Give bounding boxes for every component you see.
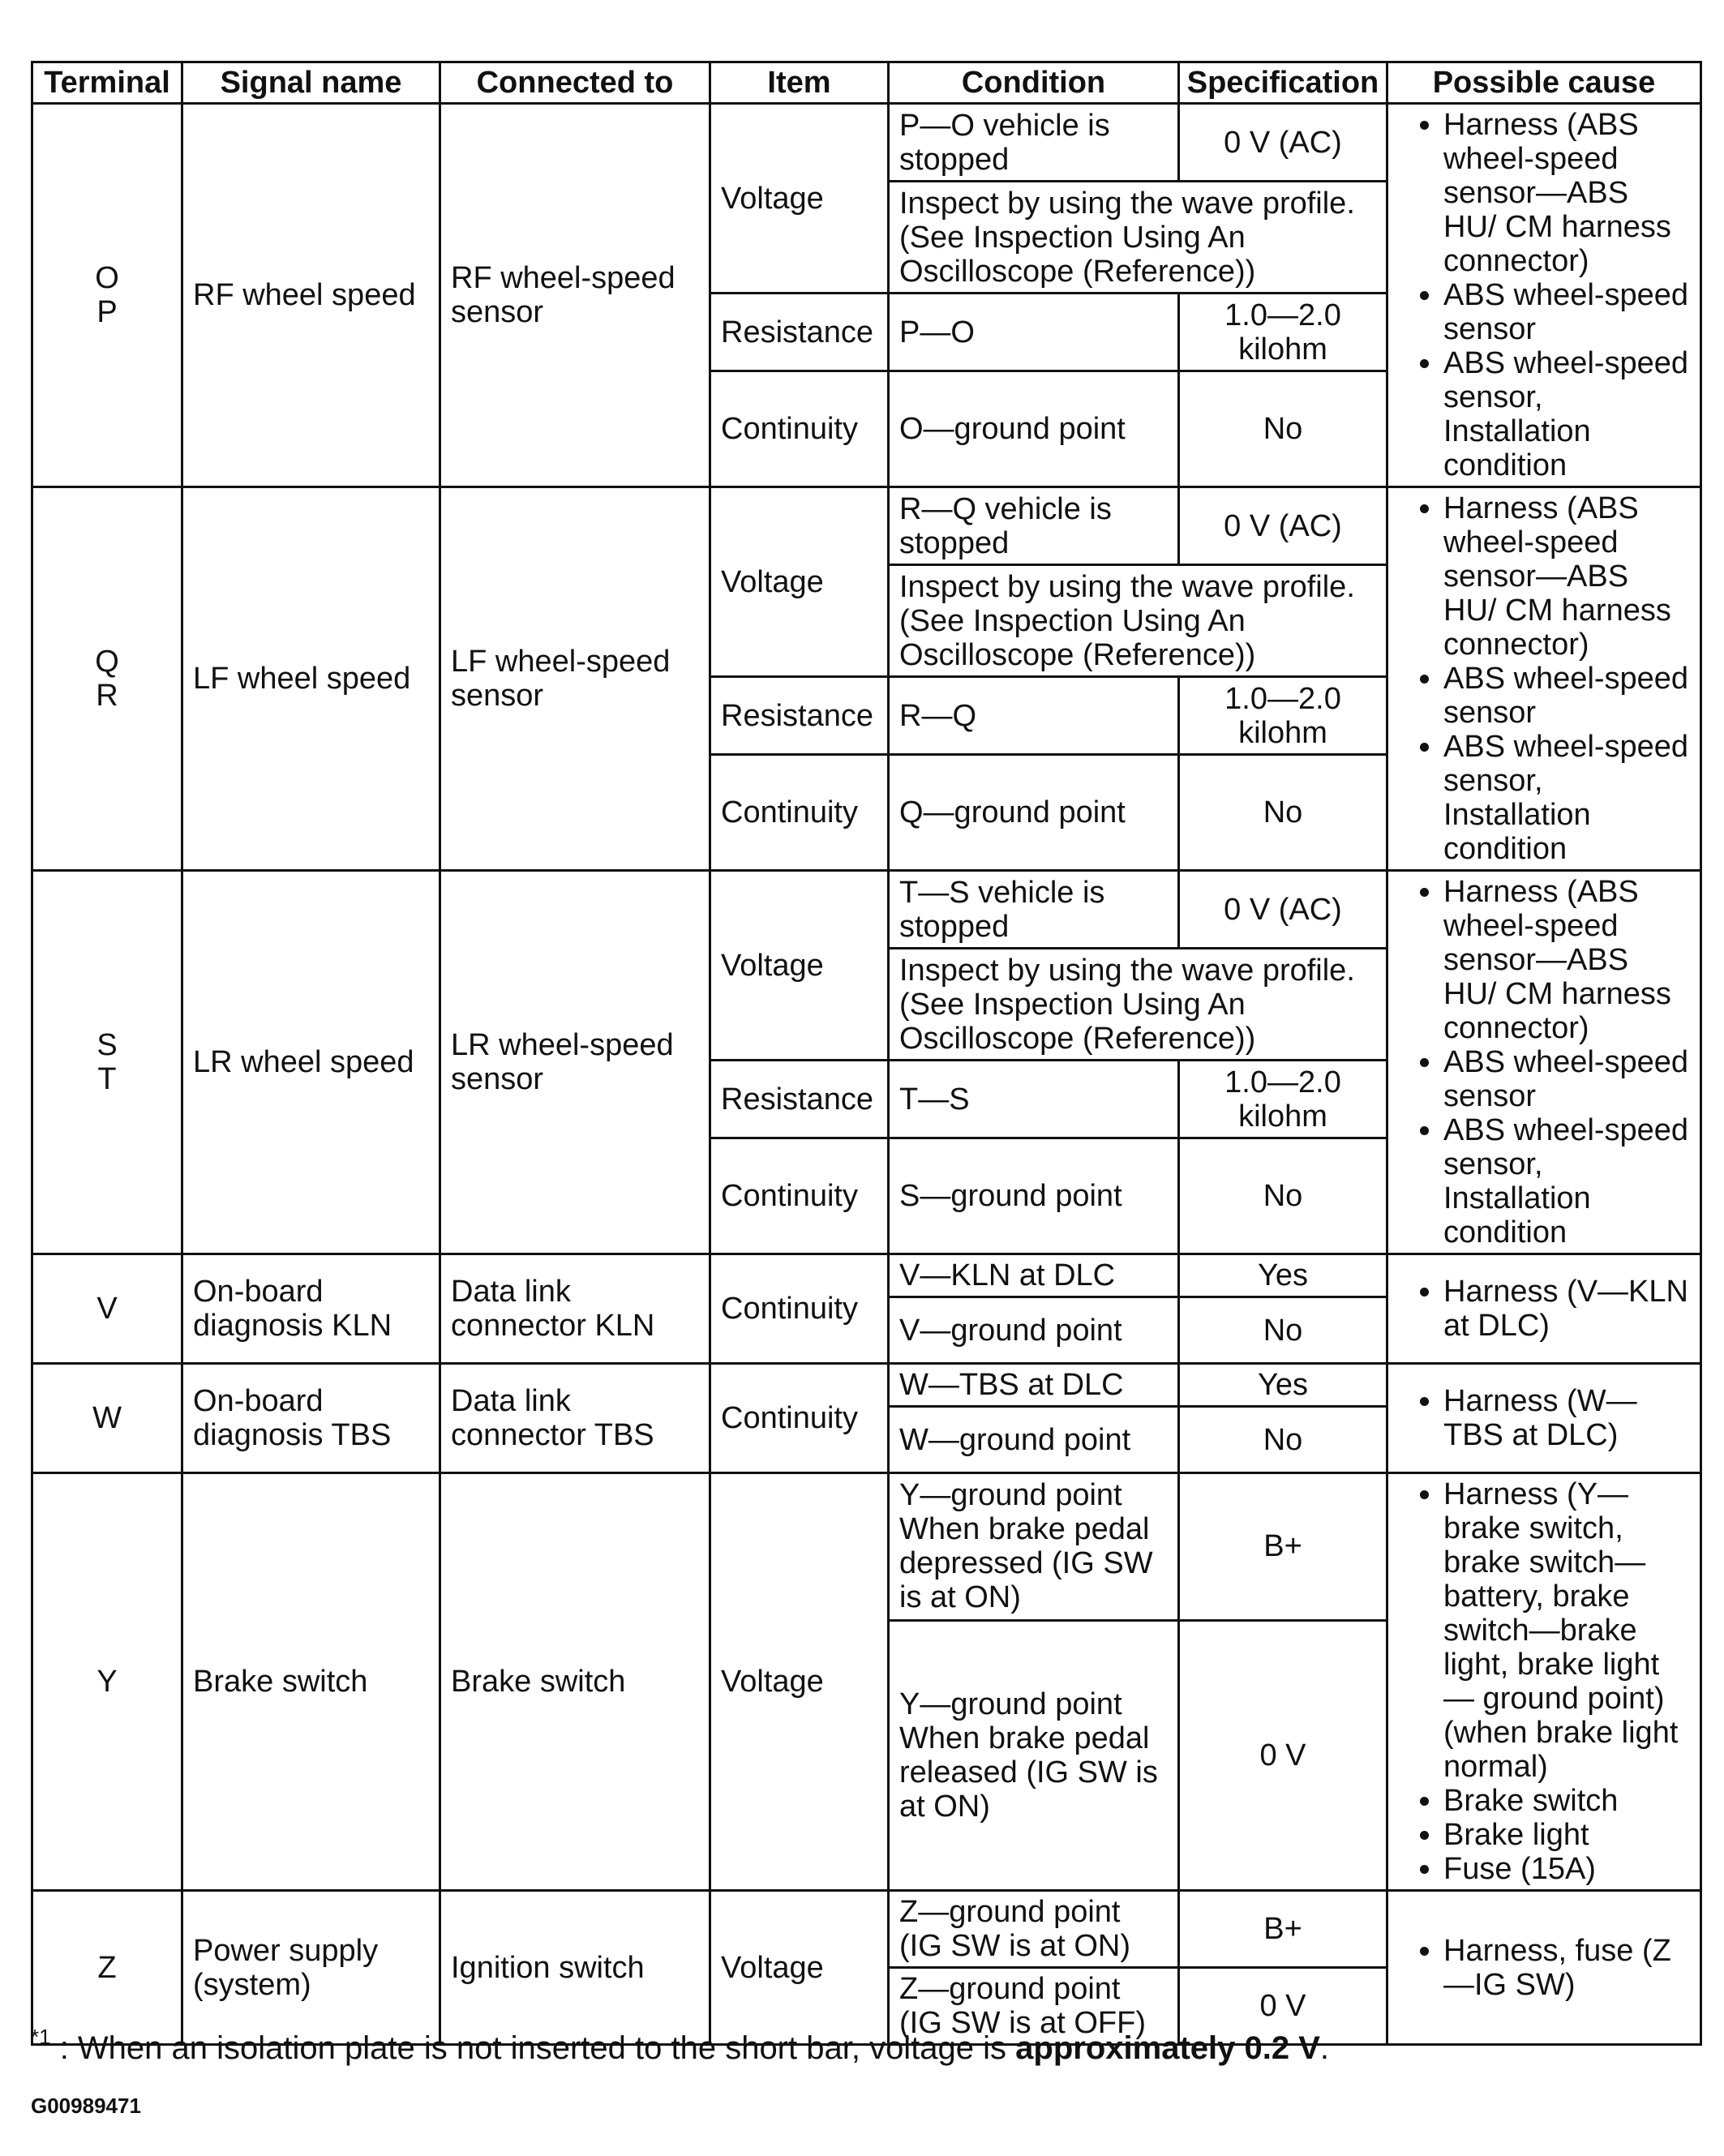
condition: Inspect by using the wave profile. (See Inspection Using An Oscilloscope (Reference)) [889,182,1387,294]
header-signal-name: Signal name [182,62,440,104]
condition: Q—ground point [889,755,1179,871]
cause-list [1398,1275,1690,1343]
specification: Yes [1179,1364,1387,1407]
connected-to: Brake switch [440,1473,710,1891]
specification: 0 V (AC) [1179,487,1387,565]
terminal-cell [32,104,182,487]
specification: 0 V (AC) [1179,871,1387,949]
list-item: • Brake light [1443,1818,1690,1852]
connected-to: Ignition switch [440,1891,710,2045]
item: Voltage [710,1891,889,2045]
table-row [32,1254,1701,1297]
terminal-label: Q [95,645,119,679]
list-item: • Harness (ABS wheel-speed sensor—ABS HU/ CM harness connector) [1443,875,1690,1045]
connected-to: LF wheel-speed sensor [440,487,710,871]
table-row [32,871,1701,949]
signal-name: LR wheel speed [182,871,440,1254]
terminal-label: O [95,261,119,295]
cause-list [1398,491,1690,866]
signal-name: LF wheel speed [182,487,440,871]
possible-cause [1387,104,1701,487]
header-condition: Condition [889,62,1179,104]
header-specification: Specification [1179,62,1387,104]
specification: 1.0—2.0 kilohm [1179,1061,1387,1138]
specification: 0 V (AC) [1179,104,1387,182]
terminal-label: S [96,1028,118,1062]
specification: 1.0—2.0 kilohm [1179,677,1387,755]
item: Voltage [710,871,889,1061]
terminal-label: T [97,1062,117,1096]
table-row [32,104,1701,182]
condition: V—KLN at DLC [889,1254,1179,1297]
condition: T—S [889,1061,1179,1138]
signal-name: On-board diagnosis KLN [182,1254,440,1364]
connected-to: LR wheel-speed sensor [440,871,710,1254]
specification: 0 V [1179,1620,1387,1890]
terminal-cell: V [32,1254,182,1364]
item: Voltage [710,487,889,677]
footnote [31,2017,1329,2068]
condition: R—Q [889,677,1179,755]
list-item: • ABS wheel-speed sensor [1443,1045,1690,1113]
condition: Z—ground point (IG SW is at OFF) [889,1968,1179,2045]
cause-list [1398,1477,1690,1886]
list-item: • Harness (Y— brake switch, brake switch— battery, brake switch—brake light, brake light— ground point) (when brake light normal) [1443,1477,1690,1784]
connected-to: Data link connector TBS [440,1364,710,1473]
table-row [32,1473,1701,1621]
item: Voltage [710,1473,889,1891]
footnote-mark: *1 [31,2025,51,2049]
cause-list [1398,1934,1690,2002]
list-item: • ABS wheel-speed sensor, Installation condition [1443,1113,1690,1249]
table-row [32,487,1701,565]
list-item: • Harness, fuse (Z—IG SW) [1443,1934,1690,2002]
table-row [32,1891,1701,1968]
connected-to: RF wheel-speed sensor [440,104,710,487]
cause-list [1398,108,1690,482]
item: Continuity [710,1254,889,1364]
condition: T—S vehicle is stopped [889,871,1179,949]
figure-code: G00989471 [31,2094,141,2118]
signal-name: On-board diagnosis TBS [182,1364,440,1473]
list-item: • ABS wheel-speed sensor [1443,278,1690,346]
condition: Y—ground point When brake pedal depressed (IG SW is at ON) [889,1473,1179,1621]
connected-to: Data link connector KLN [440,1254,710,1364]
list-item: • Harness (V—KLN at DLC) [1443,1275,1690,1343]
possible-cause [1387,1473,1701,1891]
possible-cause [1387,1254,1701,1364]
condition: Inspect by using the wave profile. (See Inspection Using An Oscilloscope (Reference)) [889,949,1387,1061]
condition: R—Q vehicle is stopped [889,487,1179,565]
item: Resistance [710,1061,889,1138]
terminal-cell: Z [32,1891,182,2045]
item: Resistance [710,294,889,371]
footnote-bold: approximately 0.2 V [1015,2030,1320,2066]
condition: W—TBS at DLC [889,1364,1179,1407]
header-possible-cause: Possible cause [1387,62,1701,104]
specification: 0 V [1179,1968,1387,2045]
specification: No [1179,1138,1387,1254]
list-item: • Brake switch [1443,1784,1690,1818]
spec-table [31,61,1702,2046]
list-item: • Fuse (15A) [1443,1852,1690,1886]
possible-cause [1387,1891,1701,2045]
table-row [32,1364,1701,1407]
signal-name: Brake switch [182,1473,440,1891]
condition: P—O [889,294,1179,371]
terminal-cell [32,487,182,871]
list-item: • Harness (ABS wheel-speed sensor—ABS HU/ CM harness connector) [1443,491,1690,662]
terminal-label: R [96,679,118,713]
condition: O—ground point [889,371,1179,487]
footnote-text: : When an isolation plate is not inserted to the short bar, voltage is [59,2030,1016,2066]
specification: 1.0—2.0 kilohm [1179,294,1387,371]
terminal-cell: Y [32,1473,182,1891]
specification: No [1179,371,1387,487]
item: Continuity [710,1138,889,1254]
condition: Inspect by using the wave profile. (See Inspection Using An Oscilloscope (Reference)) [889,565,1387,677]
list-item: • Harness (W— TBS at DLC) [1443,1384,1690,1452]
item: Resistance [710,677,889,755]
condition: V—ground point [889,1297,1179,1364]
specification: B+ [1179,1891,1387,1968]
specification: No [1179,755,1387,871]
signal-name: RF wheel speed [182,104,440,487]
condition: Z—ground point (IG SW is at ON) [889,1891,1179,1968]
possible-cause [1387,487,1701,871]
specification: No [1179,1297,1387,1364]
item: Continuity [710,371,889,487]
specification: Yes [1179,1254,1387,1297]
cause-list [1398,1384,1690,1452]
terminal-label: P [96,295,118,329]
condition: Y—ground point When brake pedal released (IG SW is at ON) [889,1620,1179,1890]
specification: No [1179,1407,1387,1473]
condition: P—O vehicle is stopped [889,104,1179,182]
list-item: • ABS wheel-speed sensor, Installation condition [1443,346,1690,482]
terminal-cell: W [32,1364,182,1473]
item: Continuity [710,1364,889,1473]
signal-name: Power supply (system) [182,1891,440,2045]
list-item: • Harness (ABS wheel-speed sensor—ABS HU/ CM harness connector) [1443,108,1690,278]
condition: S—ground point [889,1138,1179,1254]
terminal-cell [32,871,182,1254]
specification: B+ [1179,1473,1387,1621]
list-item: • ABS wheel-speed sensor, Installation condition [1443,730,1690,866]
header-terminal: Terminal [32,62,182,104]
item: Continuity [710,755,889,871]
cause-list [1398,875,1690,1249]
item: Voltage [710,104,889,294]
header-row [32,62,1701,104]
condition: W—ground point [889,1407,1179,1473]
header-item: Item [710,62,889,104]
possible-cause [1387,871,1701,1254]
footnote-end: . [1319,2030,1330,2066]
possible-cause [1387,1364,1701,1473]
list-item: • ABS wheel-speed sensor [1443,662,1690,730]
header-connected-to: Connected to [440,62,710,104]
